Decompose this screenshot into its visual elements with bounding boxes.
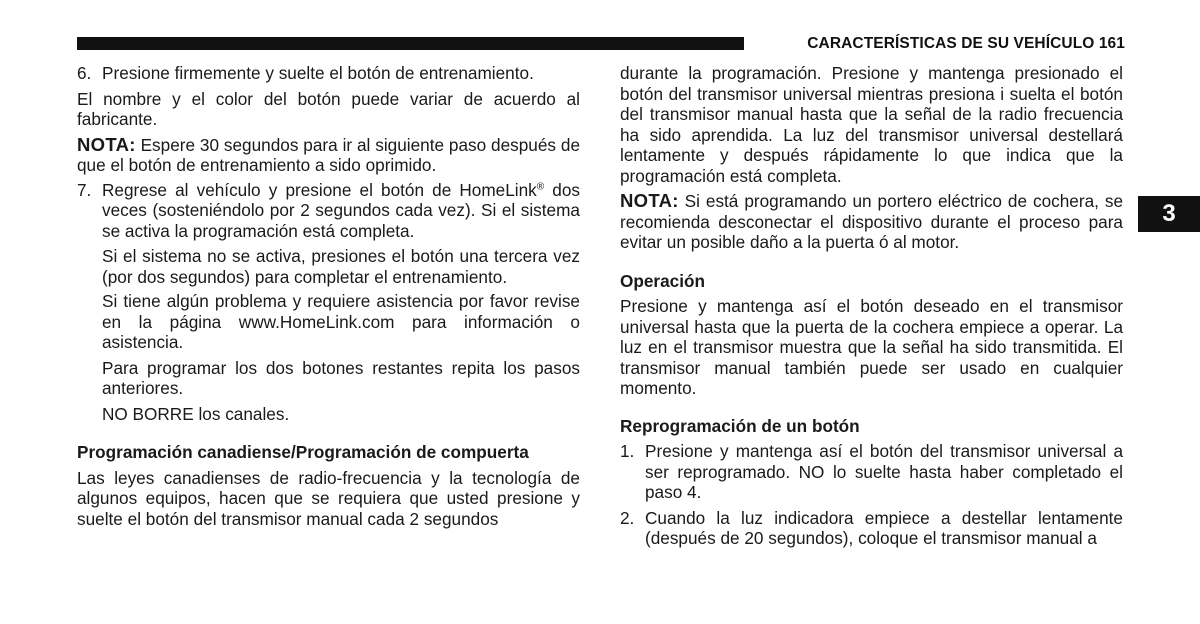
paragraph-canadian: Las leyes canadienses de radio-frecuencia y la tecnología de algunos equipos, hacen que se requiera que usted presione y suelte el botón del transmisor manual cada 2 segundos (77, 467, 580, 529)
sub-paragraph-program-rest: Para programar los dos botones restantes repita los pasos anteriores. (102, 357, 580, 398)
step-text (102, 180, 580, 242)
running-head: CARACTERÍSTICAS DE SU VEHÍCULO 161 (807, 35, 1125, 52)
note-wait (77, 135, 580, 176)
sub-paragraph-not-active: Si el sistema no se activa, presiones el botón una tercera vez (por dos segundos) para completar el entrenamiento. (102, 246, 580, 287)
note-label: NOTA: (620, 190, 679, 211)
sub-paragraph-no-borre: NO BORRE los canales. (102, 403, 290, 424)
step-number: 6. (77, 63, 92, 83)
note-text: Si está programando un portero eléctrico de cochera, se recomienda desconectar el dispositivo durante el proceso para evitar un posible daño a la puerta ó al motor. (620, 191, 1123, 252)
right-column (620, 63, 1123, 549)
reprog-step-2 (620, 508, 1123, 549)
section-heading-operacion: Operación (620, 270, 706, 291)
paragraph-continued: durante la programación. Presione y mantenga presionado el botón del transmisor universal mientras presiona i suelta el botón del transmisor manual hasta que la señal de la radio frecuencia ha sido aprendida. La luz del transmisor universal destellará lentamente y después rápidamente lo que indica que la programación está completa. (620, 63, 1123, 186)
section-heading-canadian: Programación canadiense/Programación de compuerta (77, 442, 529, 462)
step-7 (77, 180, 580, 242)
step-text-part: Regrese al vehículo y presione el botón de HomeLink (102, 179, 537, 200)
paragraph-operacion: Presione y mantenga así el botón deseado en el transmisor universal hasta que la puerta de la cochera empiece a operar. La luz en el transmisor muestra que la señal ha sido transmitida. El transmisor manual también puede ser usado en cualquier momento. (620, 296, 1123, 398)
left-column (77, 63, 580, 529)
step-number: 7. (77, 179, 92, 200)
step-text: Cuando la luz indicadora empiece a destellar lentamente (después de 20 segundos), coloque el transmisor manual a (645, 507, 1123, 548)
reprog-step-1 (620, 441, 1123, 503)
step-text: Presione y mantenga así el botón del transmisor universal a ser reprogramado. NO lo suelte hasta haber completado el paso 4. (645, 441, 1123, 502)
note-label: NOTA: (77, 133, 136, 155)
step-text-part: dos veces (sosteniéndolo por 2 segundos cada vez). Si el sistema se activa la programación está completa. (102, 179, 580, 241)
note-text: Espere 30 segundos para ir al siguiente paso después de que el botón de entrenamiento a sido oprimido. (77, 134, 580, 175)
registered-mark: ® (536, 180, 545, 192)
step-number: 1. (620, 441, 635, 461)
chapter-tab: 3 (1138, 196, 1200, 232)
paragraph-name-color: El nombre y el color del botón puede variar de acuerdo al fabricante. (77, 88, 580, 129)
step-text: Presione firmemente y suelte el botón de entrenamiento. (102, 63, 534, 83)
step-number: 2. (620, 507, 635, 528)
step-6 (77, 63, 580, 84)
section-heading-reprogramacion: Reprogramación de un botón (620, 415, 860, 436)
sub-paragraph-problem: Si tiene algún problema y requiere asistencia por favor revise en la página www.HomeLink.com para información o asistencia. (102, 291, 580, 352)
header-rule (77, 37, 744, 50)
note-garage (620, 191, 1123, 253)
